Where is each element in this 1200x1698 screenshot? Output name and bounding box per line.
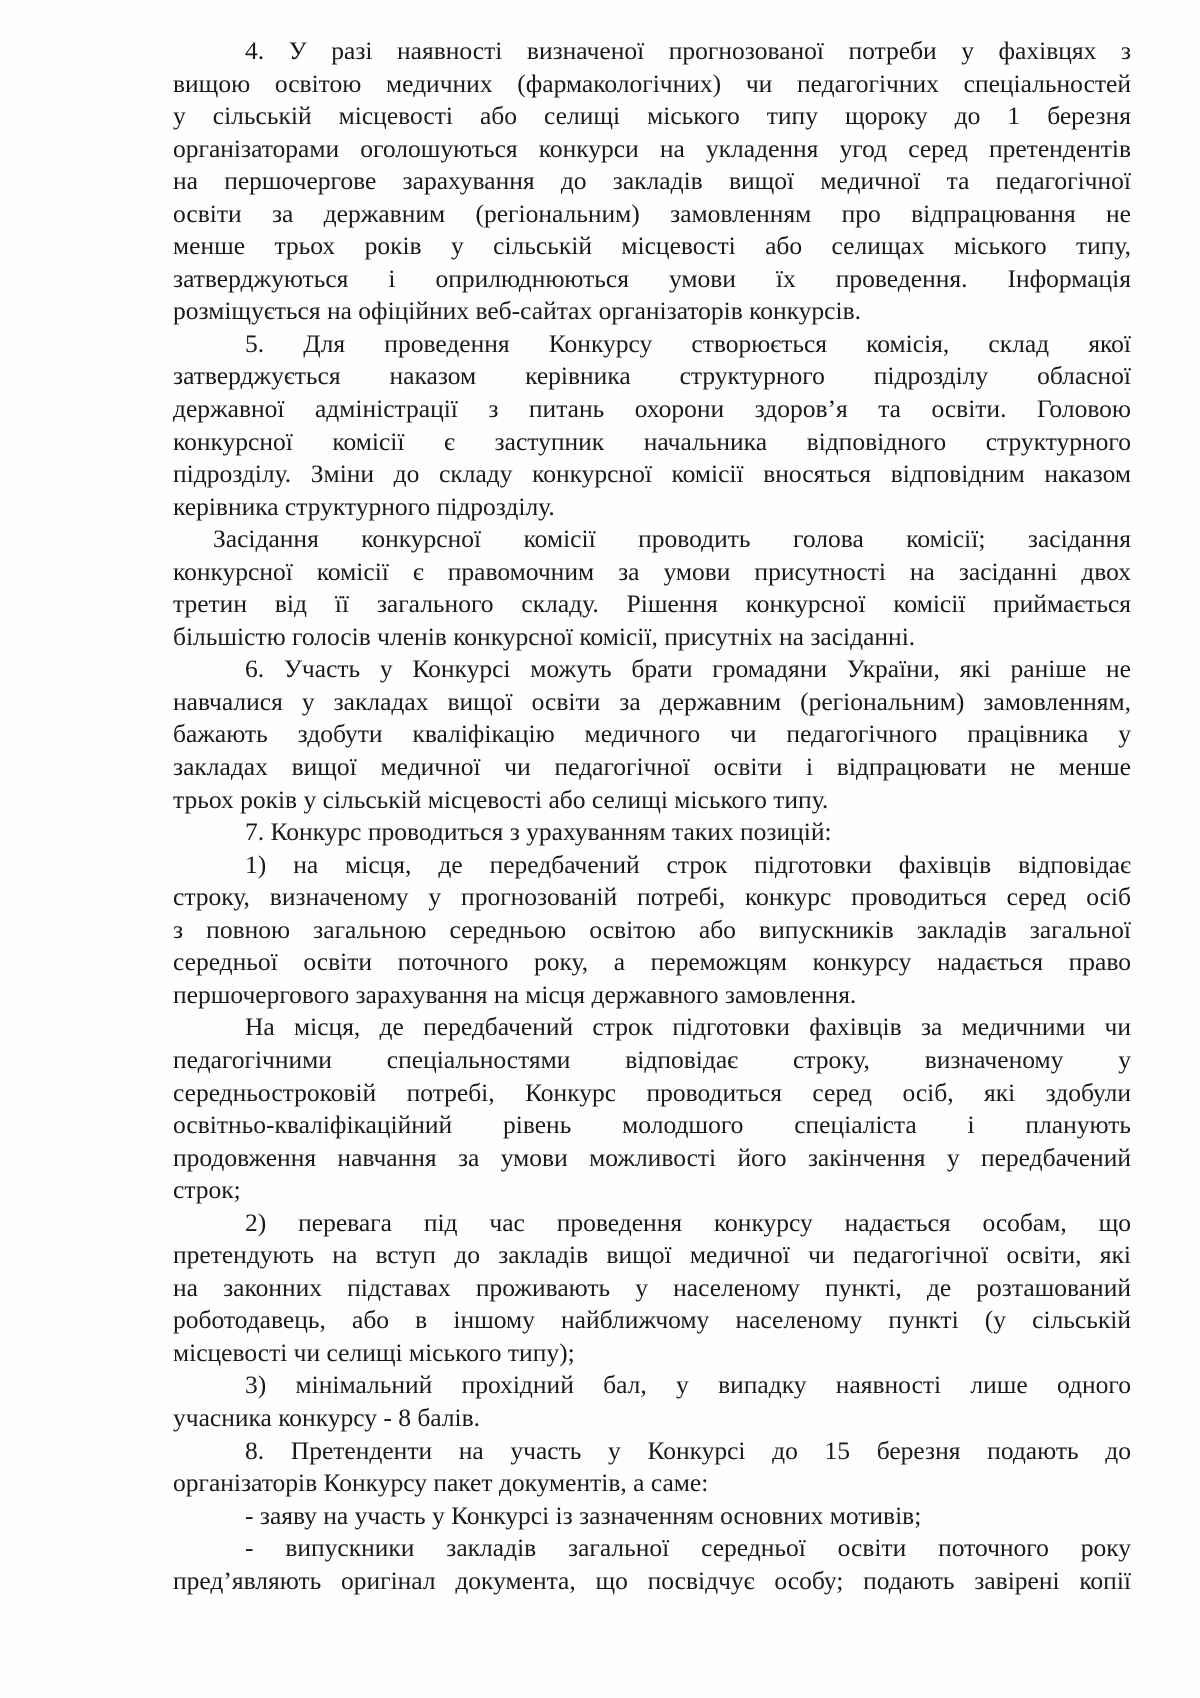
text-line: організаторів Конкурсу пакет документів, а саме: bbox=[173, 1468, 709, 1498]
paragraph-p7-2 bbox=[173, 1207, 1131, 1370]
text-line: з повною загальною середньою освітою або випускників закладів загальної bbox=[173, 914, 1131, 944]
text-line: третин від її загального складу. Рішення конкурсної комісії приймається bbox=[173, 589, 1131, 619]
text-line: 1) на місця, де передбачений строк підготовки фахівців відповідає bbox=[245, 849, 1131, 879]
text-line: на першочергове зарахування до закладів вищої медичної та педагогічної bbox=[173, 166, 1131, 196]
text-line: затверджуються і оприлюднюються умови їх проведення. Інформація bbox=[173, 263, 1131, 293]
text-line: На місця, де передбачений строк підготовки фахівців за медичними чи bbox=[245, 1012, 1131, 1042]
paragraph-p8-a bbox=[173, 1500, 1131, 1533]
document-body bbox=[173, 35, 1131, 1597]
text-line: закладах вищої медичної чи педагогічної освіти і відпрацювати не менше bbox=[173, 752, 1131, 782]
text-line: розміщується на офіційних веб-сайтах організаторів конкурсів. bbox=[173, 296, 862, 326]
text-line: середньої освіти поточного року, а переможцям конкурсу надається право bbox=[173, 947, 1131, 977]
text-line: 7. Конкурс проводиться з урахуванням таких позицій: bbox=[245, 817, 832, 847]
text-line: на законних підставах проживають у населеному пункті, де розташований bbox=[173, 1272, 1131, 1302]
text-line: більшістю голосів членів конкурсної комісії, присутніх на засіданні. bbox=[173, 621, 916, 651]
paragraph-p4 bbox=[173, 35, 1131, 328]
text-line: учасника конкурсу - 8 балів. bbox=[173, 1402, 481, 1432]
text-line: конкурсної комісії є заступник начальника відповідного структурного bbox=[173, 426, 1131, 456]
text-line: освіти за державним (регіональним) замовленням про відпрацювання не bbox=[173, 198, 1131, 228]
paragraph-p8-b bbox=[173, 1532, 1131, 1597]
text-line: роботодавець, або в іншому найближчому населеному пункті (у сільській bbox=[173, 1305, 1131, 1335]
text-line: у сільській місцевості або селищі міського типу щороку до 1 березня bbox=[173, 101, 1131, 131]
text-line: - заяву на участь у Конкурсі із зазначенням основних мотивів; bbox=[245, 1500, 922, 1530]
text-line: 6. Участь у Конкурсі можуть брати громадяни України, які раніше не bbox=[245, 654, 1131, 684]
text-line: продовження навчання за умови можливості його закінчення у передбачений bbox=[173, 1142, 1131, 1172]
text-line: державної адміністрації з питань охорони здоров’я та освіти. Головою bbox=[173, 394, 1131, 424]
text-line: педагогічними спеціальностями відповідає строку, визначеному у bbox=[173, 1044, 1131, 1074]
text-line: 5. Для проведення Конкурсу створюється комісія, склад якої bbox=[245, 328, 1131, 358]
text-line: бажають здобути кваліфікацію медичного чи педагогічного працівника у bbox=[173, 719, 1131, 749]
text-line: першочергового зарахування на місця державного замовлення. bbox=[173, 979, 857, 1009]
paragraph-p7-1b bbox=[173, 1011, 1131, 1206]
text-line: конкурсної комісії є правомочним за умови присутності на засіданні двох bbox=[173, 556, 1131, 586]
text-line: - випускники закладів загальної середньої освіти поточного року bbox=[245, 1533, 1131, 1563]
paragraph-p6 bbox=[173, 653, 1131, 816]
paragraph-p7-3 bbox=[173, 1369, 1131, 1434]
text-line: місцевості чи селищі міського типу); bbox=[173, 1337, 575, 1367]
text-line: менше трьох років у сільській місцевості або селищах міського типу, bbox=[173, 231, 1131, 261]
text-line: керівника структурного підрозділу. bbox=[173, 491, 555, 521]
paragraph-p5 bbox=[173, 328, 1131, 523]
paragraph-p5b bbox=[173, 523, 1131, 653]
text-line: вищою освітою медичних (фармакологічних) чи педагогічних спеціальностей bbox=[173, 68, 1131, 98]
paragraph-p8 bbox=[173, 1435, 1131, 1500]
text-line: строк; bbox=[173, 1175, 241, 1205]
text-line: середньостроковій потребі, Конкурс проводиться серед осіб, які здобули bbox=[173, 1077, 1131, 1107]
text-line: підрозділу. Зміни до складу конкурсної комісії вносяться відповідним наказом bbox=[173, 459, 1131, 489]
text-line: трьох років у сільській місцевості або селищі міського типу. bbox=[173, 784, 829, 814]
text-line: 2) перевага під час проведення конкурсу надається особам, що bbox=[245, 1207, 1131, 1237]
paragraph-p7-1 bbox=[173, 849, 1131, 1012]
text-line: організаторами оголошуються конкурси на укладення угод серед претендентів bbox=[173, 133, 1131, 163]
text-line: навчалися у закладах вищої освіти за державним (регіональним) замовленням, bbox=[173, 686, 1131, 716]
text-line: пред’являють оригінал документа, що посвідчує особу; подають завірені копії bbox=[173, 1565, 1131, 1595]
text-line: затверджується наказом керівника структурного підрозділу обласної bbox=[173, 361, 1131, 391]
text-line: строку, визначеному у прогнозованій потребі, конкурс проводиться серед осіб bbox=[173, 882, 1131, 912]
text-line: 4. У разі наявності визначеної прогнозованої потреби у фахівцях з bbox=[245, 36, 1131, 65]
text-line: Засідання конкурсної комісії проводить голова комісії; засідання bbox=[213, 524, 1131, 554]
paragraph-p7 bbox=[173, 816, 1131, 849]
text-line: претендують на вступ до закладів вищої медичної чи педагогічної освіти, які bbox=[173, 1240, 1131, 1270]
text-line: освітньо-кваліфікаційний рівень молодшого спеціаліста і планують bbox=[173, 1110, 1131, 1140]
text-line: 8. Претенденти на участь у Конкурсі до 15 березня подають до bbox=[245, 1435, 1131, 1465]
text-line: 3) мінімальний прохідний бал, у випадку наявності лише одного bbox=[245, 1370, 1131, 1400]
